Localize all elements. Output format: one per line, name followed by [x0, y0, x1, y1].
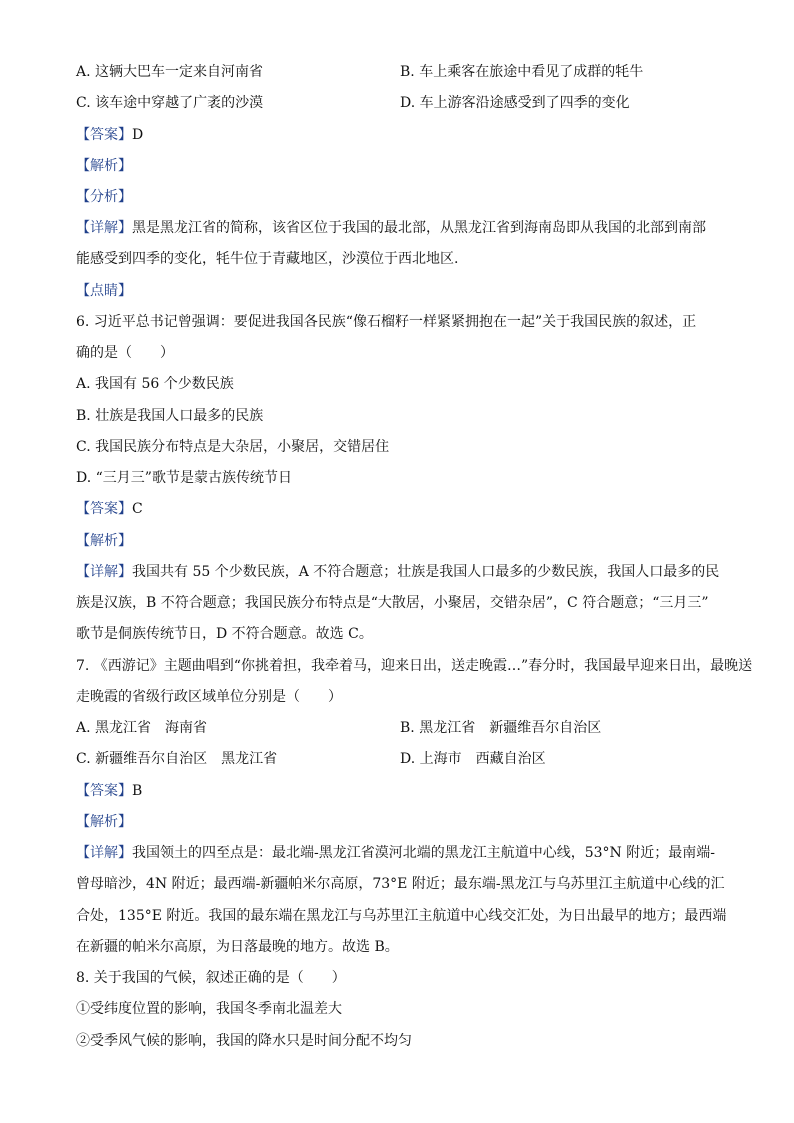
q5-detail-line-2: 能感受到四季的变化，牦牛位于青藏地区，沙漠位于西北地区. — [76, 251, 459, 267]
detail-text: 我国共有 55 个少数民族，A 不符合题意；壮族是我国人口最多的少数民族，我国人口最多的民 — [132, 564, 720, 580]
q5-jiexi-tag: 【解析】 — [76, 158, 132, 174]
q6-detail-line-3: 歌节是侗族传统节日，D 不符合题意。故选 C。 — [76, 626, 373, 642]
detail-text: 我国领土的四至点是：最北端-黑龙江省漠河北端的黑龙江主航道中心线，53°N 附近；最南端- — [132, 845, 715, 861]
q6-jiexi-tag: 【解析】 — [76, 533, 132, 549]
q7-stem-line-2: 走晚霞的省级行政区域单位分别是（ ） — [76, 689, 342, 705]
answer-tag: 【答案】 — [76, 783, 132, 799]
q7-option-b: B. 黑龙江省 新疆维吾尔自治区 — [400, 720, 602, 736]
answer-tag: 【答案】 — [76, 127, 132, 143]
q5-detail-line-1 — [76, 218, 706, 238]
q7-option-c: C. 新疆维吾尔自治区 黑龙江省 — [76, 751, 278, 767]
detail-tag: 【详解】 — [76, 845, 132, 861]
q7-detail-line-3: 合处，135°E 附近。我国的最东端在黑龙江与乌苏里江主航道中心线交汇处，为日出最早的地方；最西端 — [76, 908, 727, 924]
q8-statement-2: ②受季风气候的影响，我国的降水只是时间分配不均匀 — [76, 1033, 412, 1049]
q6-option-b: B. 壮族是我国人口最多的民族 — [76, 408, 264, 424]
q6-stem-line-1: 6. 习近平总书记曾强调：要促进我国各民族“像石榴籽一样紧紧拥抱在一起”关于我国民族的叙述，正 — [76, 314, 697, 330]
q8-stem: 8. 关于我国的气候，叙述正确的是（ ） — [76, 970, 346, 986]
q5-answer — [76, 125, 143, 145]
detail-text: 黑是黑龙江省的简称，该省区位于我国的最北部，从黑龙江省到海南岛即从我国的北部到南部 — [132, 220, 706, 236]
detail-tag: 【详解】 — [76, 220, 132, 236]
q6-option-a: A. 我国有 56 个少数民族 — [76, 376, 234, 392]
q6-option-c: C. 我国民族分布特点是大杂居，小聚居，交错居住 — [76, 439, 390, 455]
detail-tag: 【详解】 — [76, 564, 132, 580]
q5-option-d: D. 车上游客沿途感受到了四季的变化 — [400, 95, 630, 111]
q5-dianjing-tag: 【点睛】 — [76, 283, 132, 299]
q5-option-b: B. 车上乘客在旅途中看见了成群的牦牛 — [400, 64, 644, 80]
q7-detail-line-4: 在新疆的帕米尔高原，为日落最晚的地方。故选 B。 — [76, 939, 399, 955]
q5-option-c: C. 该车途中穿越了广袤的沙漠 — [76, 95, 264, 111]
q6-detail-line-2: 族是汉族，B 不符合题意；我国民族分布特点是“大散居，小聚居，交错杂居”，C 符合题意；“三月三” — [76, 595, 709, 611]
q5-fenxi-tag: 【分析】 — [76, 189, 132, 205]
q7-option-d: D. 上海市 西藏自治区 — [400, 751, 546, 767]
q8-statement-1: ①受纬度位置的影响，我国冬季南北温差大 — [76, 1001, 342, 1017]
q6-option-d: D. “三月三”歌节是蒙古族传统节日 — [76, 470, 292, 486]
answer-value: C — [132, 501, 143, 517]
q5-option-a: A. 这辆大巴车一定来自河南省 — [76, 64, 264, 80]
answer-value: D — [132, 127, 144, 143]
q7-answer — [76, 781, 142, 801]
answer-tag: 【答案】 — [76, 501, 132, 517]
q7-option-a: A. 黑龙江省 海南省 — [76, 720, 208, 736]
q6-answer — [76, 499, 143, 519]
q6-detail-line-1 — [76, 562, 719, 582]
answer-value: B — [132, 783, 143, 799]
q6-stem-line-2: 确的是（ ） — [76, 345, 174, 361]
q7-detail-line-1 — [76, 843, 715, 863]
q7-stem-line-1: 7. 《西游记》主题曲唱到“你挑着担，我牵着马，迎来日出，送走晚霞…”春分时，我国最早迎来日出，最晚送 — [76, 658, 753, 674]
q7-jiexi-tag: 【解析】 — [76, 814, 132, 830]
q7-detail-line-2: 曾母暗沙，4N 附近；最西端-新疆帕米尔高原，73°E 附近；最东端-黑龙江与乌苏里江主航道中心线的汇 — [76, 876, 725, 892]
